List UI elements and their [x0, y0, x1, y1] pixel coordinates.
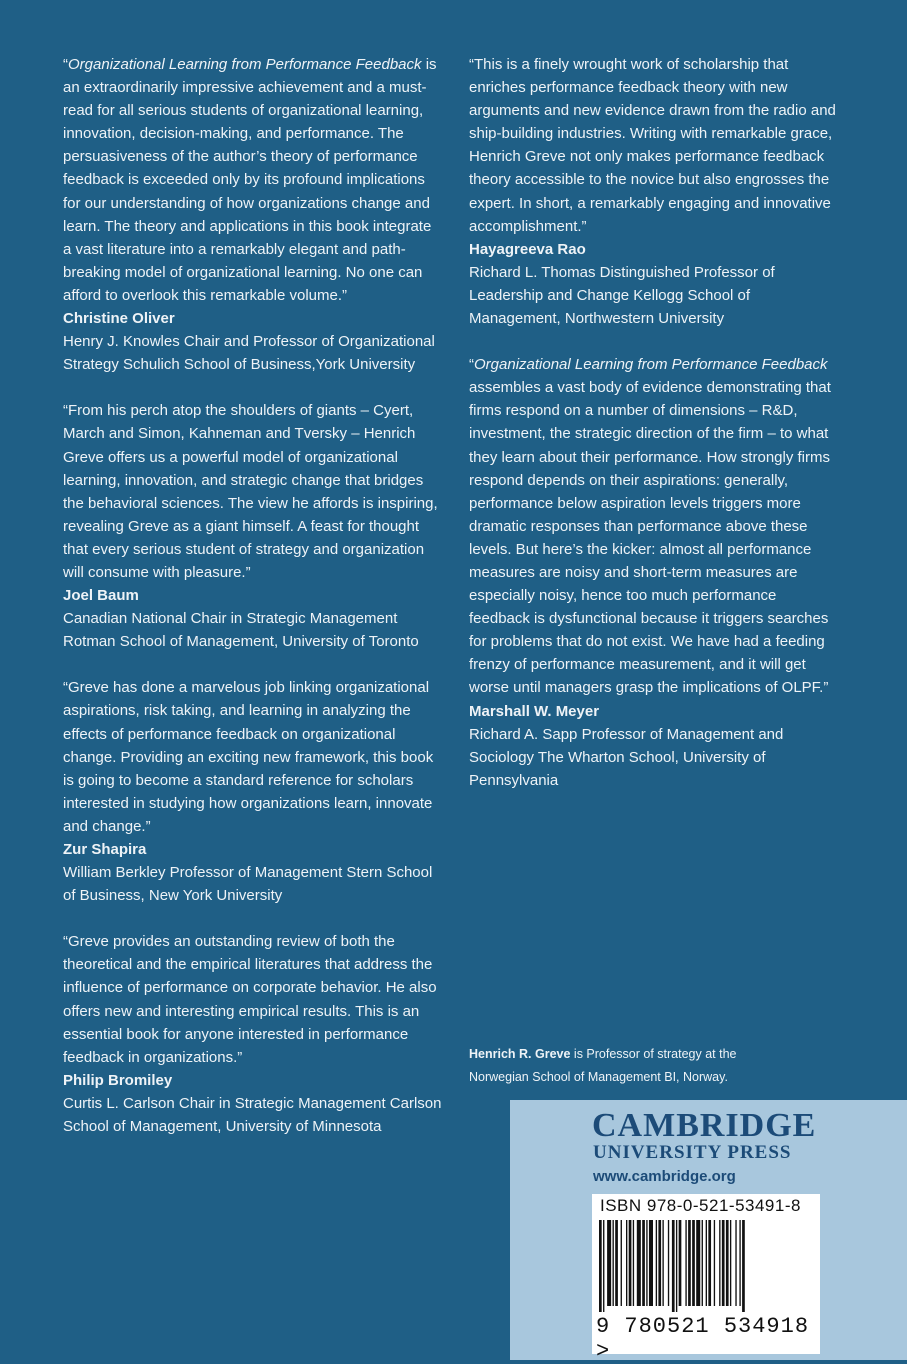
barcode-bar	[742, 1220, 745, 1312]
barcode-bar	[714, 1220, 715, 1306]
barcode-bar	[621, 1220, 622, 1306]
barcode-bar	[637, 1220, 641, 1306]
barcode-bar	[696, 1220, 700, 1306]
reviewer-name: Philip Bromiley	[63, 1071, 173, 1089]
barcode-bar	[629, 1220, 632, 1306]
barcode-bar	[688, 1220, 691, 1306]
reviewer-affiliation: Richard L. Thomas Distinguished Professor of Leadership and Change Kellogg School of Management, Northwestern University	[469, 263, 775, 328]
barcode-bar	[656, 1220, 657, 1306]
reviewer-name: Zur Shapira	[63, 841, 147, 858]
barcode-bar	[676, 1220, 677, 1312]
barcode-bar	[685, 1220, 686, 1306]
reviewer-name: Hayagreeva Rao	[469, 240, 586, 258]
reviewer-name: Christine Oliver	[63, 310, 175, 328]
author-bio-text: is Professor of strategy at the Norwegian School of Management BI, Norway.	[469, 1047, 737, 1084]
book-title-italic: Organizational Learning from Performance Feedback	[474, 356, 828, 374]
quote-text: “This is a finely wrought work of scholarship that enriches performance feedback theory with new arguments and new evidence drawn from the radio and ship-building industries. Writing with remarkable grace, Henrich Greve not only makes performance feedback theory accessible to the novice but also engrosses the expert. In short, a remarkably engaging and innovative accomplishment.”	[469, 56, 836, 235]
author-bio	[469, 1043, 769, 1089]
barcode-bar	[679, 1220, 682, 1306]
quote-text: “Organizational Learning from Performance Feedback assembles a vast body of evidence demonstrating that firms respond on a number of dimensions – R&D, investment, the strategic direction of the firm – to what they learn about their performance. How strongly firms respond depends on their aspirations: generally, performance below aspiration levels triggers more dramatic responses than performance above these levels. But here’s the kicker: almost all performance measures are noisy and short-term measures are especially noisy, hence too much performance feedback is dysfunctional because it triggers searches for problems that do not exist. We have had a feeding frenzy of performance measurement, and it will get worse until managers grasp the implications of OLPF.”	[469, 356, 831, 697]
barcode-bar	[613, 1220, 614, 1306]
barcode-bar	[649, 1220, 653, 1306]
reviewer-affiliation: Henry J. Knowles Chair and Professor of Organizational Strategy Schulich School of Business,York University	[63, 333, 435, 374]
publisher-logo-name: CAMBRIDGE	[592, 1107, 817, 1144]
barcode-bar	[726, 1220, 729, 1306]
barcode-bar	[662, 1220, 663, 1306]
barcode-bar	[668, 1220, 669, 1306]
quote-text: “Greve provides an outstanding review of both the theoretical and the empirical literatures that address the influence of performance on corporate behavior. He also offers new and interesting empirical results. This is an essential book for anyone interested in performance feedback in organizations.”	[63, 933, 437, 1066]
quote-text: “From his perch atop the shoulders of giants – Cyert, March and Simon, Kahneman and Tversky – Henrich Greve offers us a powerful model of organizational learning, innovation, and strategic change that bridges the behavioral sciences. The view he affords is inspiring, revealing Greve as a giant himself. A feast for thought that every serious student of strategy and organization will consume with pleasure.”	[63, 402, 438, 581]
reviewer-name: Marshall W. Meyer	[469, 702, 600, 720]
barcode-bar	[607, 1220, 611, 1306]
reviewer-affiliation: Curtis L. Carlson Chair in Strategic Management Carlson School of Management, University of Minnesota	[63, 1094, 442, 1136]
blurb-joel-baum	[63, 399, 443, 653]
barcode-bar	[735, 1220, 736, 1306]
quote-text: “Greve has done a marvelous job linking organizational aspirations, risk taking, and learning in analyzing the effects of performance feedback on organizational change. Providing an exciting new framework, this book is going to become a standard reference for scholars interested in studying how organizations learn, innovate and change.”	[63, 679, 434, 835]
barcode-bar	[719, 1220, 720, 1306]
barcode-bar	[730, 1220, 731, 1306]
reviewer-affiliation: Richard A. Sapp Professor of Management and Sociology The Wharton School, University of Pennsylvania	[469, 725, 784, 789]
barcode-digits: 9 780521 534918 >	[596, 1314, 810, 1364]
barcode-bar	[599, 1220, 602, 1312]
barcode-bar	[722, 1220, 725, 1306]
isbn-label: ISBN 978-0-521-53491-8	[600, 1196, 801, 1215]
barcode-bar	[646, 1220, 647, 1306]
left-column	[63, 53, 443, 1161]
publisher-box	[510, 1100, 907, 1364]
blurb-zur-shapira	[63, 676, 443, 907]
barcode-bar	[615, 1220, 618, 1306]
barcode-bar	[702, 1220, 703, 1306]
barcode-bar	[672, 1220, 675, 1312]
reviewer-affiliation: William Berkley Professor of Management Stern School of Business, New York University	[63, 864, 433, 905]
right-column	[469, 53, 841, 815]
publisher-logo-subname: UNIVERSITY PRESS	[593, 1142, 792, 1163]
author-name: Henrich R. Greve	[469, 1047, 571, 1061]
barcode-bar	[633, 1220, 634, 1306]
blurb-marshall-meyer	[469, 353, 841, 792]
barcode-bar	[642, 1220, 645, 1306]
barcode-bar	[706, 1220, 707, 1306]
reviewer-affiliation: Canadian National Chair in Strategic Management Rotman School of Management, University of Toronto	[63, 610, 419, 651]
reviewer-name: Joel Baum	[63, 587, 139, 605]
barcode-bar	[692, 1220, 695, 1306]
barcode	[592, 1194, 820, 1364]
blurb-christine-oliver	[63, 53, 443, 376]
book-title-italic: Organizational Learning from Performance Feedback	[68, 56, 422, 73]
barcode-bar	[658, 1220, 661, 1306]
blurb-philip-bromiley	[63, 930, 443, 1138]
publisher-url: www.cambridge.org	[593, 1168, 736, 1185]
quote-text: “Organizational Learning from Performance Feedback is an extraordinarily impressive achievement and a must-read for all serious students of organizational learning, innovation, decision-making, and performance. The persuasiveness of the author’s theory of performance feedback is exceeded only by its profound implications for our understanding of how organizations change and learn. The theory and applications in this book integrate a vast literature into a remarkably elegant and path-breaking model of organizational learning. No one can afford to overlook this remarkable volume.”	[63, 56, 437, 304]
blurb-hayagreeva-rao	[469, 53, 841, 330]
barcode-bar	[739, 1220, 740, 1306]
barcode-bar	[708, 1220, 711, 1306]
barcode-bar	[626, 1220, 627, 1306]
barcode-bars	[597, 1220, 815, 1312]
barcode-bar	[603, 1220, 604, 1312]
